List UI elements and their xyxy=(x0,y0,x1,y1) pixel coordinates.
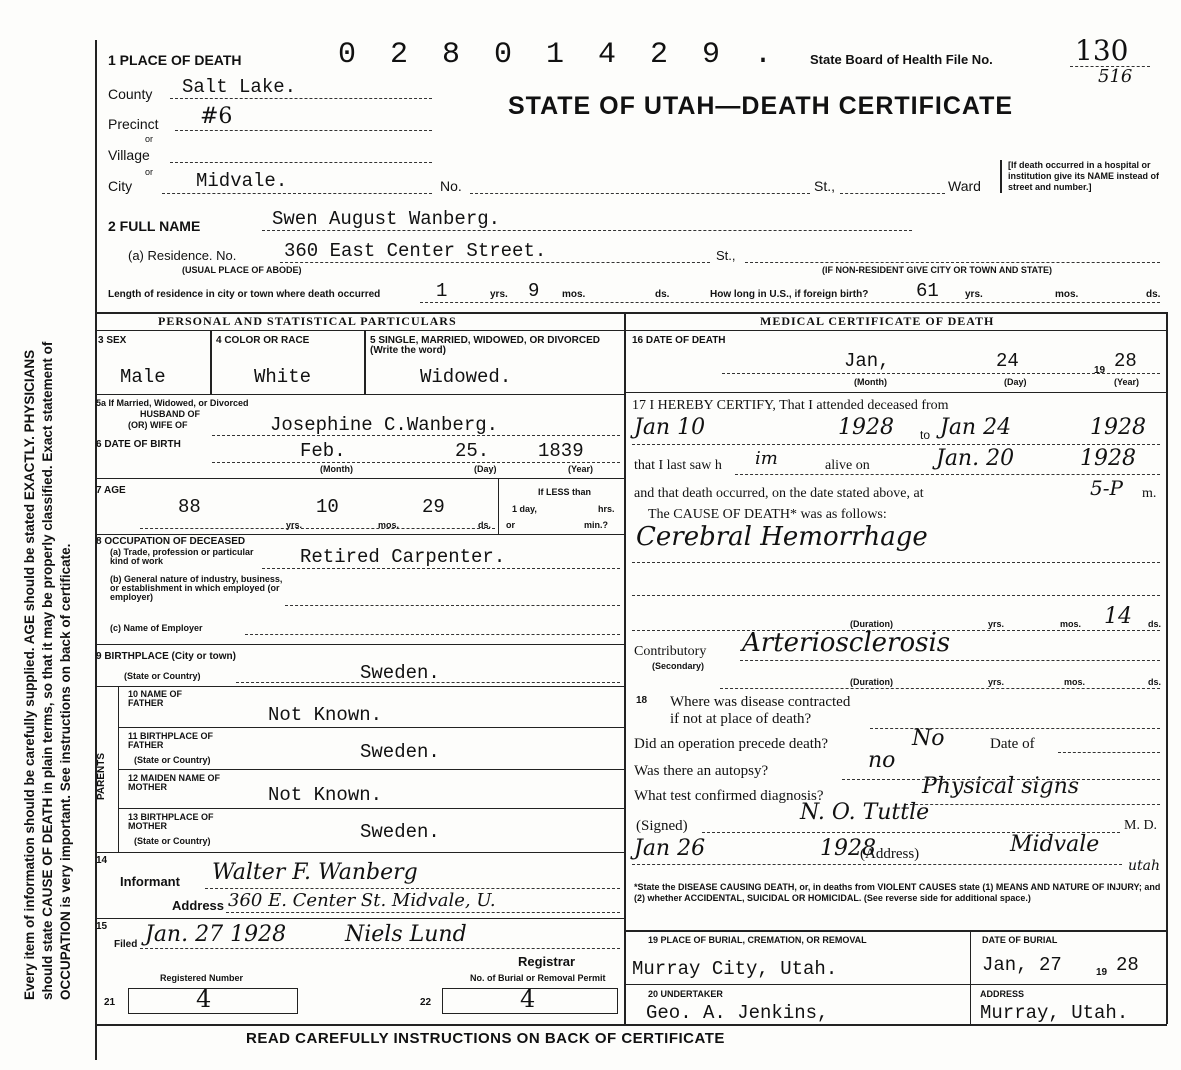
registered-number-prefix: 21 xyxy=(104,997,116,1008)
st-label: St., xyxy=(814,178,836,194)
occupation-label: 8 OCCUPATION OF DECEASED xyxy=(96,536,246,547)
full-name-value: Swen August Wanberg. xyxy=(272,208,501,230)
birthplace-value: Sweden. xyxy=(360,662,440,684)
undertaker-address-value: Murray, Utah. xyxy=(980,1002,1129,1024)
attended-underline xyxy=(632,444,1160,445)
medical-row-divider xyxy=(625,392,1167,393)
us-label: How long in U.S., if foreign birth? xyxy=(710,289,869,300)
signed-label: (Signed) xyxy=(636,818,688,834)
undertaker-divider xyxy=(625,984,1167,985)
operation-label: Did an operation precede death? xyxy=(634,736,829,752)
signed-year: 1928 xyxy=(820,836,876,861)
row-divider-3 xyxy=(95,534,625,535)
nonresident-note: (IF NON-RESIDENT GIVE CITY OR TOWN AND STATE) xyxy=(822,265,1053,275)
filed-label: Filed xyxy=(114,939,138,950)
birthplace-label: 9 BIRTHPLACE (City or town) xyxy=(96,651,236,662)
footer-top-border xyxy=(95,1024,1167,1026)
length-mos-label: mos. xyxy=(562,289,586,300)
duration-value: 14 xyxy=(1104,604,1132,629)
test-label: What test confirmed diagnosis? xyxy=(634,788,824,804)
date-of-underline xyxy=(1058,752,1160,753)
attended-from-year: 1928 xyxy=(838,415,894,440)
row-divider-1 xyxy=(95,394,625,395)
last-saw-pronoun: im xyxy=(755,448,778,469)
burial-permit-prefix: 22 xyxy=(420,997,432,1008)
sex-value: Male xyxy=(120,366,166,388)
burial-date-value: Jan, 27 xyxy=(982,954,1062,976)
last-saw-year: 1928 xyxy=(1080,446,1136,471)
occupation-b-label: (b) General nature of industry, business, or establishment in which employed (or employer) xyxy=(110,574,283,602)
attended-to: Jan 24 xyxy=(940,415,1012,440)
father-value: Not Known. xyxy=(268,704,383,726)
side-instruction-line-3: OCCUPATION is very important. See instructions on back of certificate. xyxy=(58,543,73,1000)
contributory-underline xyxy=(740,660,1160,661)
right-border xyxy=(1166,312,1168,1024)
spouse-label-2: HUSBAND OF xyxy=(140,409,200,419)
alive-label: alive on xyxy=(825,458,870,473)
burial-date-label: DATE OF BURIAL xyxy=(982,935,1058,945)
cause-underline-2 xyxy=(632,595,1160,596)
mother-label: 12 MAIDEN NAME OF MOTHER xyxy=(128,773,221,792)
full-name-underline xyxy=(262,230,912,231)
mother-value: Not Known. xyxy=(268,784,383,806)
father-bp-divider xyxy=(119,769,625,770)
undertaker-address-label: ADDRESS xyxy=(980,989,1025,999)
file-no-sub: 516 xyxy=(1098,66,1133,87)
burial-place-label: 19 PLACE OF BURIAL, CREMATION, OR REMOVAL xyxy=(648,935,867,945)
residence-underline xyxy=(280,262,710,263)
us-yrs-label: yrs. xyxy=(965,289,983,300)
file-no: 130 xyxy=(1075,34,1129,67)
registrar-label: Registrar xyxy=(518,954,576,969)
informant-value: Walter F. Wanberg xyxy=(212,860,418,885)
residence-label: (a) Residence. No. xyxy=(128,248,237,263)
marital-value: Widowed. xyxy=(420,366,512,388)
father-birthplace-label: 11 BIRTHPLACE OF FATHER xyxy=(128,731,214,750)
occupation-a-label: (a) Trade, profession or particular kind of work xyxy=(110,547,254,566)
duration-label: (Duration) xyxy=(850,619,893,629)
occupation-value: Retired Carpenter. xyxy=(300,546,506,568)
length-label: Length of residence in city or town where death occurred xyxy=(108,289,381,300)
dod-year-caption: (Year) xyxy=(1114,377,1140,387)
q18-line-2: if not at place of death? xyxy=(670,711,812,727)
date-of-death-day: 24 xyxy=(996,350,1019,372)
dob-month: Feb. xyxy=(300,440,346,462)
occupation-underline xyxy=(262,568,620,569)
m-label: m. xyxy=(1142,486,1157,501)
county-value: Salt Lake. xyxy=(182,76,297,98)
residence-st-underline xyxy=(745,262,1160,263)
birthplace-sub-label: (State or Country) xyxy=(124,671,201,681)
attended-to-year: 1928 xyxy=(1090,415,1146,440)
row-divider-6 xyxy=(95,852,625,853)
burial-permit-label: No. of Burial or Removal Permit xyxy=(470,973,606,983)
age-ds-label: ds. xyxy=(478,520,492,530)
dob-year-caption: (Year) xyxy=(568,464,594,474)
left-border xyxy=(95,40,97,1060)
city-label: City xyxy=(108,178,133,194)
informant-address-value: 360 E. Center St. Midvale, U. xyxy=(228,890,496,911)
burial-top-border xyxy=(625,930,1167,932)
row-divider-4 xyxy=(95,644,625,645)
row-divider-2 xyxy=(95,478,625,479)
undertaker-value: Geo. A. Jenkins, xyxy=(646,1002,829,1024)
md-label: M. D. xyxy=(1124,818,1158,833)
registrar-signature: Niels Lund xyxy=(345,922,467,947)
abode-note: (USUAL PLACE OF ABODE) xyxy=(182,265,302,275)
sex-label: 3 SEX xyxy=(98,335,127,346)
mother-divider xyxy=(119,808,625,809)
place-of-death-label: 1 PLACE OF DEATH xyxy=(108,52,242,68)
less-hrs-label: hrs. xyxy=(598,504,615,514)
dod-month-caption: (Month) xyxy=(854,377,887,387)
industry-underline xyxy=(285,605,620,606)
certify-label: 17 I HEREBY CERTIFY, That I attended deceased from xyxy=(632,398,949,413)
informant-no: 14 xyxy=(96,855,108,866)
signed-date-underline xyxy=(632,864,1122,865)
age-days-value: 29 xyxy=(422,496,445,518)
date-of-label: Date of xyxy=(990,736,1035,752)
certificate-title: STATE OF UTAH—DEATH CERTIFICATE xyxy=(508,92,1014,120)
residence-value: 360 East Center Street. xyxy=(284,240,547,262)
operation-value: No xyxy=(912,726,945,751)
death-occurred-label: and that death occurred, on the date stated above, at xyxy=(634,486,924,501)
duration2-mos-label: mos. xyxy=(1064,677,1086,687)
age-months-value: 10 xyxy=(316,496,339,518)
cause-value: Cerebral Hemorrhage xyxy=(636,522,928,552)
dob-day-caption: (Day) xyxy=(474,464,497,474)
or-label-1: or xyxy=(145,134,154,144)
date-of-death-label: 16 DATE OF DEATH xyxy=(632,335,726,346)
spouse-label-1: 5a If Married, Widowed, or Divorced xyxy=(96,398,249,408)
duration2-underline xyxy=(720,688,1160,689)
attended-from: Jan 10 xyxy=(634,415,706,440)
mother-birthplace-value: Sweden. xyxy=(360,821,440,843)
secondary-label: (Secondary) xyxy=(652,661,705,671)
spouse-value: Josephine C.Wanberg. xyxy=(270,414,499,436)
filed-no: 15 xyxy=(96,921,108,932)
autopsy-label: Was there an autopsy? xyxy=(634,763,769,779)
signed-address-state: utah xyxy=(1128,858,1161,874)
date-of-death-month: Jan, xyxy=(844,350,890,372)
dod-day-caption: (Day) xyxy=(1004,377,1027,387)
no-label: No. xyxy=(440,178,462,194)
birthplace-underline xyxy=(236,682,620,683)
file-no-label: State Board of Health File No. xyxy=(810,52,993,67)
parents-divider xyxy=(118,687,119,853)
informant-label: Informant xyxy=(120,874,180,889)
father-birthplace-value: Sweden. xyxy=(360,741,440,763)
color-label: 4 COLOR OR RACE xyxy=(216,335,310,346)
side-instruction-line-1: Every item of information should be carefully supplied. AGE should be stated EXACTLY. PHYSICIANS xyxy=(22,349,37,1000)
color-divider xyxy=(364,331,366,394)
no-underline xyxy=(470,193,810,194)
county-underline xyxy=(170,98,432,99)
dob-day: 25. xyxy=(455,440,490,462)
dob-month-caption: (Month) xyxy=(320,464,353,474)
registered-number-label: Registered Number xyxy=(160,973,244,983)
length-yrs-value: 1 xyxy=(436,280,448,302)
father-label: 10 NAME OF FATHER xyxy=(128,689,183,708)
dob-underline xyxy=(212,462,620,463)
burial-year-value: 28 xyxy=(1116,954,1139,976)
personal-heading: PERSONAL AND STATISTICAL PARTICULARS xyxy=(158,314,457,328)
precinct-label: Precinct xyxy=(108,116,159,132)
st-underline xyxy=(840,193,945,194)
us-mos-label: mos. xyxy=(1055,289,1079,300)
signed-address-value: Midvale xyxy=(1010,832,1100,857)
parents-label: PARENTS xyxy=(96,752,107,800)
signed-value: N. O. Tuttle xyxy=(800,800,930,825)
village-underline xyxy=(170,162,432,163)
side-instruction-line-2: should state CAUSE OF DEATH in plain terms, so that it may be properly classified. Exact statement of xyxy=(40,341,55,1000)
duration-ds-label: ds. xyxy=(1148,619,1162,629)
contributory-label: Contributory xyxy=(634,644,707,659)
q18-number: 18 xyxy=(636,695,648,706)
color-value: White xyxy=(254,366,312,388)
less-min-label: min.? xyxy=(584,520,608,530)
dob-year: 1839 xyxy=(538,440,584,462)
full-name-label: 2 FULL NAME xyxy=(108,218,201,234)
mother-birthplace-sub: (State or Country) xyxy=(134,836,211,846)
certificate-number: 0 2 8 0 1 4 2 9 . xyxy=(338,38,781,72)
signed-date: Jan 26 xyxy=(634,836,706,861)
dod-underline xyxy=(722,373,1160,374)
spouse-label-3: (OR) WIFE OF xyxy=(128,420,188,430)
duration2-yrs-label: yrs. xyxy=(988,677,1005,687)
row-divider-5 xyxy=(95,686,625,687)
employer-label: (c) Name of Employer xyxy=(110,623,203,633)
ward-label: Ward xyxy=(948,178,981,194)
us-yrs-value: 61 xyxy=(916,280,939,302)
duration-mos-label: mos. xyxy=(1060,619,1082,629)
age-label: 7 AGE xyxy=(96,485,126,496)
burial-year-prefix: 19 xyxy=(1096,967,1108,978)
age-underline xyxy=(140,528,495,529)
burial-permit-value: 4 xyxy=(520,985,536,1013)
informant-address-underline xyxy=(226,912,620,913)
age-years-value: 88 xyxy=(178,496,201,518)
side-instructions xyxy=(0,0,80,1070)
burial-divider xyxy=(970,930,971,1024)
spouse-underline xyxy=(212,435,620,436)
last-saw-date: Jan. 20 xyxy=(936,446,1015,471)
length-underline xyxy=(420,302,1160,303)
registered-number-value: 4 xyxy=(196,985,212,1013)
death-time: 5-P xyxy=(1090,476,1123,500)
signed-address-label: (Address) xyxy=(860,846,920,862)
precinct-underline xyxy=(175,130,432,131)
attended-to-label: to xyxy=(920,428,931,442)
medical-heading: MEDICAL CERTIFICATE OF DEATH xyxy=(760,314,995,328)
dob-label: 6 DATE OF BIRTH xyxy=(96,439,181,450)
city-value: Midvale. xyxy=(196,170,288,192)
autopsy-value: no xyxy=(868,748,896,773)
contributory-value: Arteriosclerosis xyxy=(742,628,951,658)
duration2-ds-label: ds. xyxy=(1148,677,1162,687)
less-than-label: If LESS than xyxy=(538,487,592,497)
medical-footnote: *State the DISEASE CAUSING DEATH, or, in deaths from VIOLENT CAUSES state (1) MEANS AND NATURE OF INJURY; and (2) whether ACCIDENTAL, SUICIDAL OR HOMICIDAL. (See reverse side for additional space.) xyxy=(634,882,1161,903)
length-mos-value: 9 xyxy=(528,280,540,302)
q18-line-1: Where was disease contracted xyxy=(670,694,851,710)
less-day-label: 1 day, xyxy=(512,504,537,514)
city-underline xyxy=(162,193,432,194)
precinct-value: #6 xyxy=(200,104,233,129)
less-or-label: or xyxy=(506,520,515,530)
cause-label: The CAUSE OF DEATH* was as follows: xyxy=(648,507,887,522)
county-label: County xyxy=(108,86,153,102)
duration-yrs-label: yrs. xyxy=(988,619,1005,629)
last-saw-label: that I last saw h xyxy=(634,458,722,473)
or-label-2: or xyxy=(145,167,154,177)
filed-value: Jan. 27 1928 xyxy=(145,922,287,947)
filed-underline xyxy=(140,948,620,949)
age-yrs-label: yrs. xyxy=(286,520,303,530)
employer-underline xyxy=(245,634,620,635)
village-label: Village xyxy=(108,147,150,163)
row-divider-7 xyxy=(95,918,625,919)
burial-place-value: Murray City, Utah. xyxy=(632,958,838,980)
informant-address-label: Address xyxy=(172,898,225,913)
duration2-label: (Duration) xyxy=(850,677,893,687)
footer-instructions: READ CAREFULLY INSTRUCTIONS ON BACK OF CERTIFICATE xyxy=(246,1030,725,1047)
cause-underline-1 xyxy=(632,562,1160,563)
father-divider xyxy=(119,727,625,728)
less-divider xyxy=(498,479,499,535)
ward-note: [If death occurred in a hospital or institution give its NAME instead of street and number.] xyxy=(1000,160,1168,193)
us-ds-label: ds. xyxy=(1146,289,1161,300)
registered-number-box xyxy=(128,988,298,1014)
length-ds-label: ds. xyxy=(655,289,670,300)
date-of-death-year: 28 xyxy=(1114,350,1137,372)
length-yrs-label: yrs. xyxy=(490,289,508,300)
marital-label: 5 SINGLE, MARRIED, WIDOWED, OR DIVORCED (Write the word) xyxy=(370,335,601,356)
residence-st-label: St., xyxy=(716,248,736,263)
test-value: Physical signs xyxy=(922,774,1080,799)
undertaker-label: 20 UNDERTAKER xyxy=(648,989,723,999)
sex-divider xyxy=(210,331,212,394)
last-saw-underline xyxy=(735,474,1160,475)
date-of-death-year-prefix: 19 xyxy=(1094,365,1106,376)
mother-birthplace-label: 13 BIRTHPLACE OF MOTHER xyxy=(128,812,214,831)
father-birthplace-sub: (State or Country) xyxy=(134,755,211,765)
heading-underline xyxy=(95,330,1167,331)
test-underline xyxy=(905,804,1160,805)
informant-underline xyxy=(205,888,620,889)
age-mos-label: mos. xyxy=(378,520,400,530)
